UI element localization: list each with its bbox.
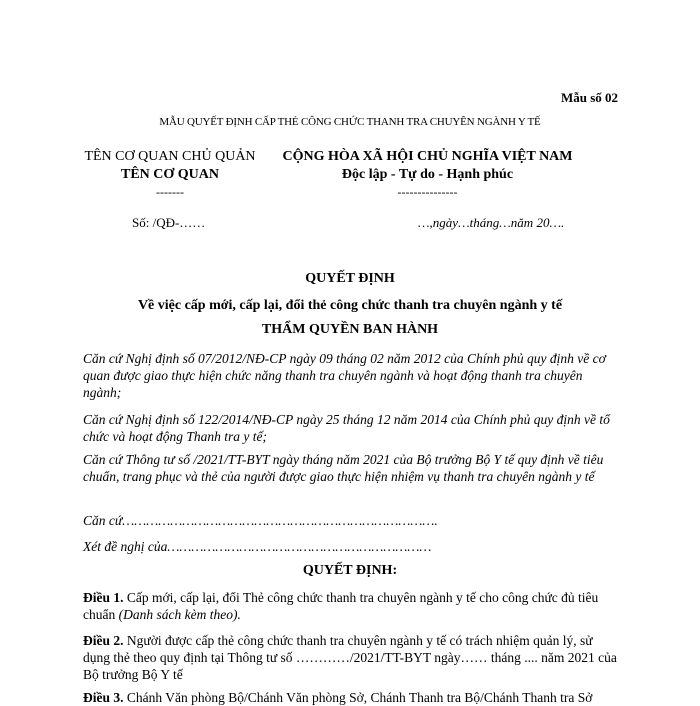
decision-title: QUYẾT ĐỊNH [305,271,395,286]
decision-date: …,ngày…tháng…năm 20…. [418,215,565,230]
national-heading [275,148,580,200]
article-3 [83,689,620,706]
national-title: CỘNG HÒA XÃ HỘI CHỦ NGHĨA VIỆT NAM [282,149,573,164]
article-text: Chánh Văn phòng Bộ/Chánh Văn phòng Sở, Chánh Thanh tra Bộ/Chánh Thanh tra Sở [123,690,593,705]
form-number: Mẫu số 02 [560,90,618,105]
national-divider: --------------- [397,185,458,199]
issuing-authority: THẨM QUYỀN BAN HÀNH [261,322,439,337]
preamble-item: Xét đề nghị của………………………………………………………… [83,539,432,554]
preamble-item: Căn cứ Thông tư số /2021/TT-BYT ngày tháng năm 2021 của Bộ trưởng Bộ Y tế quy định về tiêu chuẩn, trang phục và thẻ của người được giao thực hiện nhiệm vụ thanh tra chuyên ngành y tế [83,452,604,484]
parent-agency-name: TÊN CƠ QUAN CHỦ QUẢN [84,149,256,164]
document-title: MẪU QUYẾT ĐỊNH CẤP THẺ CÔNG CHỨC THANH TRA CHUYÊN NGÀNH Y TẾ [159,116,541,128]
article-note: (Danh sách kèm theo). [118,607,241,622]
decision-number: Số: /QĐ-…… [132,215,206,230]
national-motto: Độc lập - Tự do - Hạnh phúc [341,167,514,182]
preamble-item: Căn cứ Nghị định số 122/2014/NĐ-CP ngày 25 tháng 12 năm 2014 của Chính phủ quy định về tổ chức và hoạt động Thanh tra y tế; [83,412,610,444]
decision-subject: Về việc cấp mới, cấp lại, đổi thẻ công chức thanh tra chuyên ngành y tế [137,298,563,313]
agency-name: TÊN CƠ QUAN [120,167,219,182]
article-text: Người được cấp thẻ công chức thanh tra chuyên ngành y tế có trách nhiệm quản lý, sử dụng thẻ theo quy định tại Thông tư số …………/2021/TT-BYT ngày…… tháng .... năm 2021 của Bộ trưởng Bộ Y tế [83,633,617,682]
agency-heading [70,148,270,200]
article-2 [83,632,620,683]
preamble-item: Căn cứ……………………………………………………………………. [83,513,438,528]
article-label: Điều 2. [83,633,124,648]
agency-divider: ------- [156,185,184,199]
decision-heading: QUYẾT ĐỊNH: [302,563,398,578]
article-label: Điều 3. [83,690,124,705]
article-label: Điều 1. [83,590,124,605]
preamble-item: Căn cứ Nghị định số 07/2012/NĐ-CP ngày 09 tháng 02 năm 2012 của Chính phủ quy định về cơ quan được giao thực hiện chức năng thanh tra chuyên ngành và hoạt động thanh tra chuyên ngành; [83,351,606,400]
article-text: Cấp mới, cấp lại, đổi Thẻ công chức thanh tra chuyên ngành y tế cho công chức đủ tiêu chuẩn [83,590,599,622]
article-1 [83,589,620,623]
